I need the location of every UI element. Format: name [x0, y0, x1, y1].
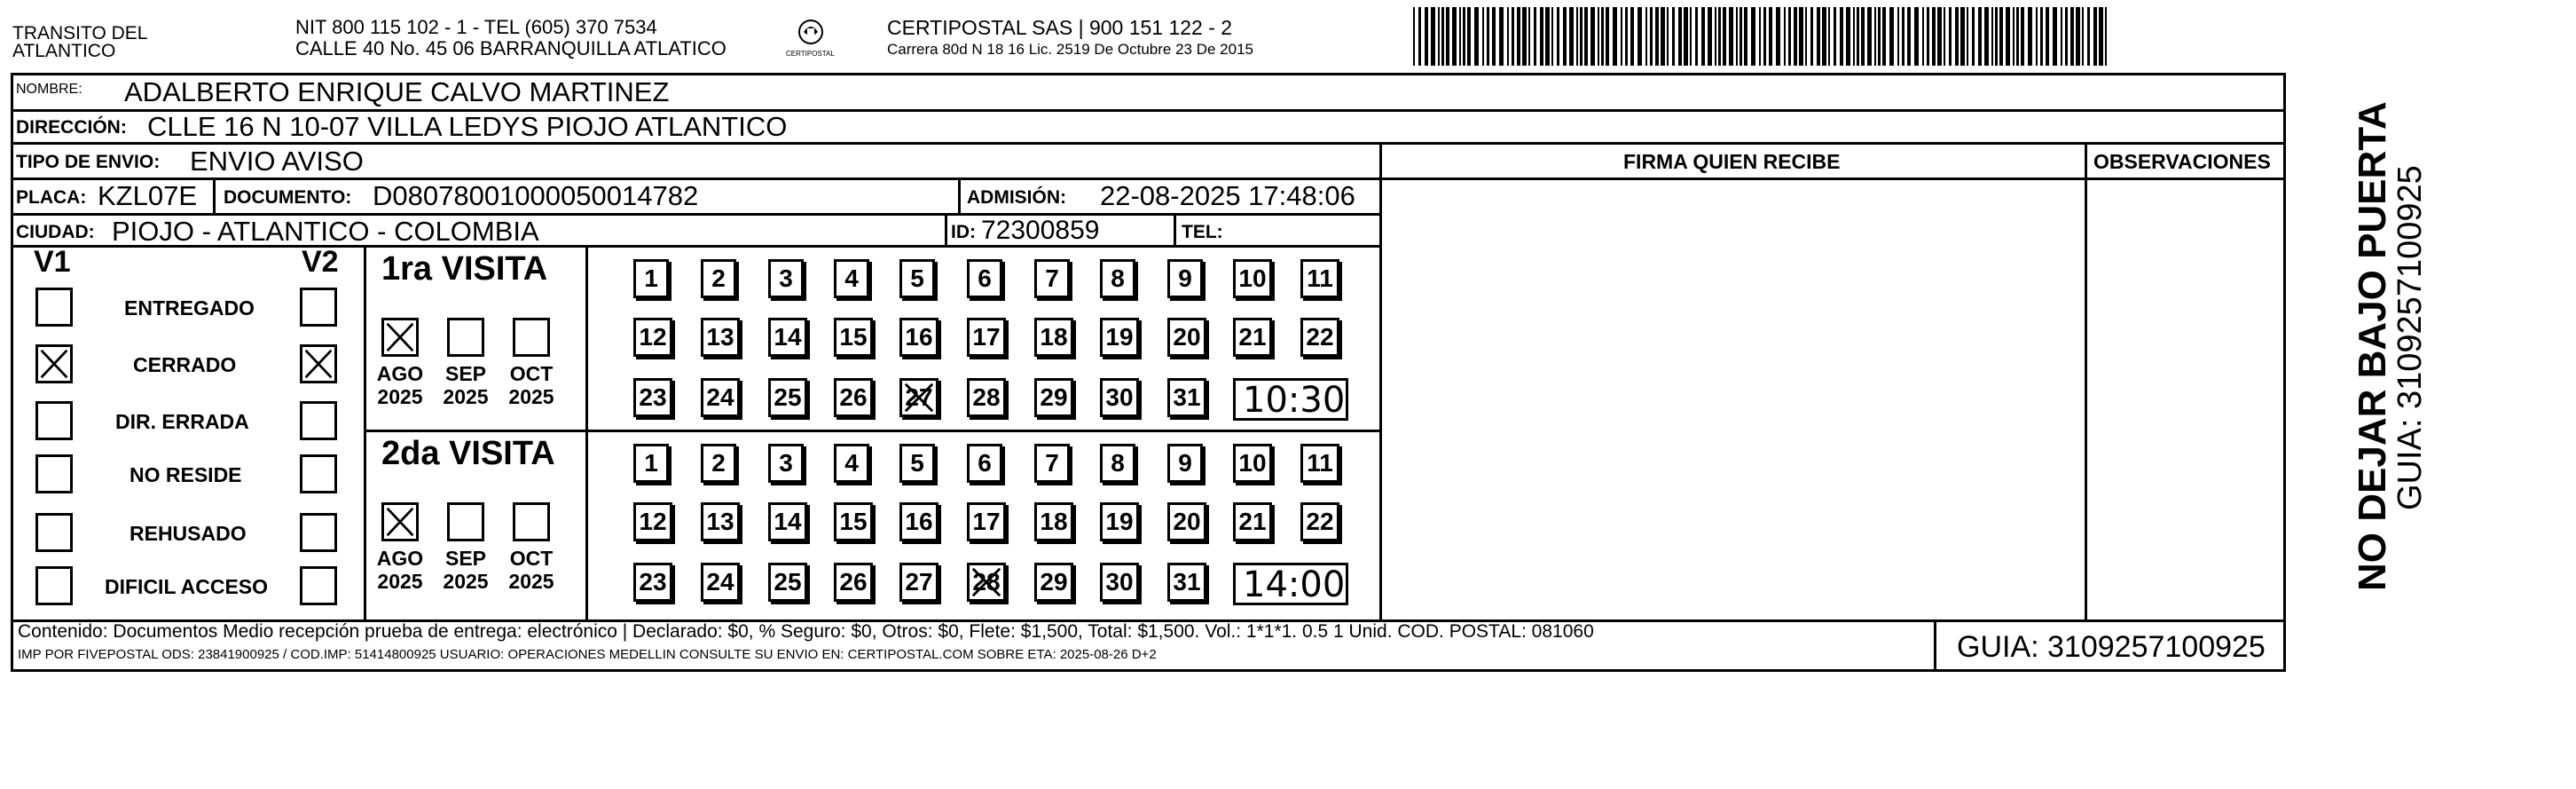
- v1-checkbox-1[interactable]: [35, 288, 73, 327]
- barcode-bar: [1563, 7, 1567, 66]
- ciudad-value: PIOJO - ATLANTICO - COLOMBIA: [112, 216, 539, 247]
- barcode-bar: [2061, 7, 2062, 66]
- status-option-label: DIFICIL ACCESO: [105, 575, 269, 598]
- barcode-bar: [1576, 7, 1578, 66]
- tipo-envio-value: ENVIO AVISO: [190, 146, 364, 177]
- v1-checkbox-4[interactable]: [35, 454, 73, 493]
- placa-label: PLACA:: [16, 187, 87, 208]
- v1-checkbox-6[interactable]: [35, 566, 73, 605]
- visit-1-day-21[interactable]: 21: [1233, 318, 1272, 357]
- barcode-bar: [1788, 7, 1791, 66]
- barcode-bar: [1545, 7, 1550, 66]
- status-option-label: NO RESIDE: [130, 463, 242, 486]
- footer-guia: GUIA: 3109257100925: [1957, 630, 2266, 664]
- barcode-bar: [1557, 7, 1559, 66]
- barcode-bar: [1840, 7, 1843, 66]
- barcode-bar: [1776, 7, 1780, 66]
- visit-1-day-25[interactable]: 25: [768, 378, 807, 417]
- barcode: [1413, 7, 2112, 66]
- status-option-label: ENTREGADO: [124, 296, 255, 320]
- barcode-bar: [1512, 7, 1514, 66]
- barcode-bar: [1932, 7, 1936, 66]
- carrier-license: Carrera 80d N 18 16 Lic. 2519 De Octubre 23 De 2015: [887, 41, 1253, 58]
- barcode-bar: [1723, 7, 1726, 66]
- certipostal-logo: [779, 16, 843, 60]
- admision-label: ADMISIÓN:: [967, 187, 1066, 208]
- barcode-bar: [2070, 7, 2074, 66]
- visit-1-month-checkbox-2[interactable]: [447, 318, 484, 357]
- visit-1-month-checkbox-3[interactable]: [513, 318, 550, 357]
- visit-1-day-2[interactable]: 2: [701, 259, 736, 298]
- visit-title-2: 2da VISITA: [381, 435, 555, 472]
- barcode-bar: [2040, 7, 2043, 66]
- barcode-bar: [1878, 7, 1881, 66]
- barcode-bar: [1645, 7, 1647, 66]
- barcode-bar: [2076, 7, 2080, 66]
- barcode-bar: [2105, 7, 2107, 66]
- visit-1-day-14[interactable]: 14: [768, 318, 807, 357]
- visit-1-day-13[interactable]: 13: [701, 318, 740, 357]
- visit-2-day-28[interactable]: 28: [967, 563, 1006, 602]
- contenido-text: Contenido: Documentos Medio recepción prueba de entrega: electrónico | Declarado: $0, % Seguro: $0, Otros: $0, Flete: $1,500, Total: $1,500. Vol.: 1*1*1. 0.5 1 Unid. COD. POSTAL: 081060: [18, 621, 1594, 642]
- visit-2-month-checkbox-3[interactable]: [513, 502, 550, 541]
- barcode-bar: [1492, 7, 1496, 66]
- barcode-bar: [1882, 7, 1886, 66]
- visit-2-day-3[interactable]: 3: [768, 444, 804, 483]
- barcode-bar: [1784, 7, 1786, 66]
- visit-2-day-17[interactable]: 17: [967, 502, 1006, 541]
- firma-label: FIRMA QUIEN RECIBE: [1623, 150, 1841, 173]
- barcode-bar: [1759, 7, 1761, 66]
- barcode-bar: [1995, 7, 1998, 66]
- status-option-label: DIR. ERRADA: [115, 410, 249, 433]
- barcode-bar: [1794, 7, 1797, 66]
- barcode-bar: [1540, 7, 1543, 66]
- v2-checkbox-3[interactable]: [300, 401, 337, 440]
- visit-2-day-2[interactable]: 2: [701, 444, 736, 483]
- barcode-bar: [1507, 7, 1509, 66]
- barcode-bar: [1817, 7, 1820, 66]
- visit-1-day-3[interactable]: 3: [768, 259, 804, 298]
- barcode-bar: [1499, 7, 1504, 66]
- visit-2-day-21[interactable]: 21: [1233, 502, 1272, 541]
- nombre-value: ADALBERTO ENRIQUE CALVO MARTINEZ: [124, 76, 670, 107]
- barcode-bar: [1984, 7, 1989, 66]
- barcode-bar: [1769, 7, 1772, 66]
- status-option-label: CERRADO: [133, 353, 237, 376]
- barcode-bar: [1534, 7, 1536, 66]
- documento-label: DOCUMENTO:: [224, 187, 352, 208]
- barcode-bar: [2087, 7, 2090, 66]
- visit-2-day-5[interactable]: 5: [899, 444, 935, 483]
- visit-month-label: OCT 2025: [508, 362, 554, 408]
- logo-text: CERTIPOSTAL: [786, 50, 835, 58]
- barcode-bar: [1590, 7, 1595, 66]
- barcode-bar: [1606, 7, 1609, 66]
- barcode-bar: [1949, 7, 1952, 66]
- barcode-bar: [1613, 7, 1617, 66]
- visit-1-day-22[interactable]: 22: [1300, 318, 1339, 357]
- barcode-bar: [1799, 7, 1803, 66]
- id-label: ID:: [951, 222, 976, 242]
- barcode-bar: [1701, 7, 1705, 66]
- barcode-bar: [1474, 7, 1479, 66]
- visit-month-label: OCT 2025: [508, 547, 554, 593]
- visit-1-day-7[interactable]: 7: [1034, 259, 1070, 298]
- barcode-bar: [1580, 7, 1583, 66]
- barcode-bar: [1630, 7, 1634, 66]
- barcode-bar: [1729, 7, 1733, 66]
- barcode-bar: [1463, 7, 1465, 66]
- barcode-bar: [2006, 7, 2010, 66]
- direccion-label: DIRECCIÓN:: [16, 117, 127, 138]
- carrier-company: CERTIPOSTAL SAS | 900 151 122 - 2: [887, 16, 1233, 39]
- side-notice: [2287, 101, 2429, 604]
- visit-1-day-15[interactable]: 15: [834, 318, 873, 357]
- v2-checkbox-6[interactable]: [300, 566, 337, 605]
- barcode-bar: [1708, 7, 1712, 66]
- v2-checkbox-1[interactable]: [300, 288, 337, 327]
- barcode-bar: [1718, 7, 1721, 66]
- visit-1-day-4[interactable]: 4: [834, 259, 869, 298]
- barcode-bar: [1822, 7, 1826, 66]
- visit-1-day-10[interactable]: 10: [1233, 259, 1272, 298]
- barcode-bar: [1684, 7, 1688, 66]
- v1-checkbox-5[interactable]: [35, 513, 73, 552]
- visit-2-day-20[interactable]: 20: [1167, 502, 1206, 541]
- barcode-bar: [2016, 7, 2019, 66]
- barcode-bar: [1867, 7, 1872, 66]
- barcode-bar: [2028, 7, 2032, 66]
- barcode-bar: [1922, 7, 1924, 66]
- visit-1-day-18[interactable]: 18: [1034, 318, 1073, 357]
- visit-2-day-31[interactable]: 31: [1167, 563, 1206, 602]
- visit-2-day-13[interactable]: 13: [701, 502, 740, 541]
- visit-2-day-12[interactable]: 12: [633, 502, 672, 541]
- visit-2-day-8[interactable]: 8: [1100, 444, 1135, 483]
- barcode-bar: [1690, 7, 1692, 66]
- sender-name-line2: ATLANTICO: [12, 41, 116, 61]
- barcode-bar: [1751, 7, 1755, 66]
- visit-1-day-29[interactable]: 29: [1034, 378, 1073, 417]
- barcode-bar: [2065, 7, 2068, 66]
- visit-1-day-6[interactable]: 6: [967, 259, 1002, 298]
- barcode-bar: [1834, 7, 1836, 66]
- visit-2-time[interactable]: 14:00: [1233, 563, 1348, 605]
- visit-2-month-checkbox-2[interactable]: [447, 502, 484, 541]
- visit-2-day-1[interactable]: 1: [633, 444, 669, 483]
- sender-name-line1: TRANSITO DEL: [12, 23, 148, 43]
- visit-month-label: AGO 2025: [376, 547, 424, 593]
- barcode-bar: [1907, 7, 1911, 66]
- barcode-bar: [1810, 7, 1813, 66]
- barcode-bar: [1452, 7, 1457, 66]
- barcode-bar: [1655, 7, 1659, 66]
- barcode-bar: [1927, 7, 1929, 66]
- barcode-bar: [1528, 7, 1530, 66]
- barcode-bar: [1805, 7, 1807, 66]
- barcode-bar: [1914, 7, 1919, 66]
- visit-1-time[interactable]: 10:30: [1233, 378, 1348, 421]
- visit-2-day-19[interactable]: 19: [1100, 502, 1139, 541]
- id-value: 72300859: [981, 216, 1100, 245]
- visit-1-day-5[interactable]: 5: [899, 259, 935, 298]
- visit-1-day-20[interactable]: 20: [1167, 318, 1206, 357]
- visit-2-day-22[interactable]: 22: [1300, 502, 1339, 541]
- visit-2-day-6[interactable]: 6: [967, 444, 1002, 483]
- visit-1-day-27[interactable]: 27: [899, 378, 939, 417]
- no-dejar-bajo-puerta: NO DEJAR BAJO PUERTA: [2351, 101, 2394, 591]
- visit-1-day-30[interactable]: 30: [1100, 378, 1139, 417]
- barcode-bar: [1740, 7, 1742, 66]
- visit-month-label: SEP 2025: [443, 362, 489, 408]
- visit-1-day-16[interactable]: 16: [899, 318, 939, 357]
- visit-2-day-18[interactable]: 18: [1034, 502, 1073, 541]
- nombre-label: NOMBRE:: [16, 82, 82, 97]
- ciudad-label: CIUDAD:: [16, 222, 95, 242]
- imp-text: IMP POR FIVEPOSTAL ODS: 23841900925 / COD.IMP: 51414800925 USUARIO: OPERACIONES MEDELLIN CONSULTE SU ENVIO EN: CERTIPOSTAL.COM SOBRE ETA: 2025-08-26 D+2: [18, 647, 1157, 662]
- barcode-bar: [1625, 7, 1628, 66]
- barcode-bar: [1846, 7, 1850, 66]
- visit-2-day-24[interactable]: 24: [701, 563, 740, 602]
- visit-title-1: 1ra VISITA: [381, 250, 548, 288]
- barcode-bar: [1431, 7, 1435, 66]
- visit-1-day-1[interactable]: 1: [633, 259, 669, 298]
- barcode-bar: [1937, 7, 1942, 66]
- visit-1-day-11[interactable]: 11: [1300, 259, 1339, 298]
- visit-2-day-30[interactable]: 30: [1100, 563, 1139, 602]
- visit-2-day-10[interactable]: 10: [1233, 444, 1272, 483]
- barcode-bar: [1446, 7, 1449, 66]
- barcode-bar: [2093, 7, 2097, 66]
- visit-1-day-24[interactable]: 24: [701, 378, 740, 417]
- status-option-label: REHUSADO: [130, 522, 247, 545]
- barcode-bar: [1960, 7, 1965, 66]
- barcode-bar: [1902, 7, 1905, 66]
- barcode-bar: [1944, 7, 1945, 66]
- v2-checkbox-2[interactable]: [300, 344, 337, 383]
- barcode-bar: [1991, 7, 1993, 66]
- visit-2-day-25[interactable]: 25: [768, 563, 807, 602]
- barcode-bar: [1598, 7, 1599, 66]
- visit-2-day-27[interactable]: 27: [899, 563, 939, 602]
- visit-2-day-16[interactable]: 16: [899, 502, 939, 541]
- barcode-bar: [2099, 7, 2103, 66]
- visit-1-day-12[interactable]: 12: [633, 318, 672, 357]
- visit-2-day-29[interactable]: 29: [1034, 563, 1073, 602]
- tel-label: TEL:: [1182, 222, 1223, 242]
- v1-checkbox-2[interactable]: [35, 344, 73, 383]
- visit-1-day-9[interactable]: 9: [1167, 259, 1203, 298]
- barcode-bar: [1967, 7, 1968, 66]
- barcode-bar: [1551, 7, 1553, 66]
- documento-value: D08078001000050014782: [373, 180, 699, 211]
- barcode-bar: [2036, 7, 2038, 66]
- direccion-value: CLLE 16 N 10-07 VILLA LEDYS PIOJO ATLANTICO: [147, 111, 788, 142]
- barcode-bar: [1482, 7, 1484, 66]
- visit-1-day-26[interactable]: 26: [834, 378, 873, 417]
- visit-2-day-15[interactable]: 15: [834, 502, 873, 541]
- barcode-bar: [1413, 7, 1415, 66]
- v1-checkbox-3[interactable]: [35, 401, 73, 440]
- visit-1-month-checkbox-1[interactable]: [381, 318, 419, 357]
- placa-value: KZL07E: [98, 180, 198, 211]
- barcode-bar: [1736, 7, 1738, 66]
- barcode-bar: [1763, 7, 1766, 66]
- visit-month-label: AGO 2025: [376, 362, 424, 408]
- barcode-bar: [2046, 7, 2049, 66]
- tipo-envio-label: TIPO DE ENVIO:: [16, 152, 161, 172]
- v1-label: V1: [34, 245, 71, 279]
- admision-value: 22-08-2025 17:48:06: [1100, 180, 1355, 211]
- visit-1-day-28[interactable]: 28: [967, 378, 1006, 417]
- barcode-bar: [1955, 7, 1959, 66]
- barcode-bar: [1441, 7, 1444, 66]
- barcode-bar: [1650, 7, 1653, 66]
- barcode-bar: [1828, 7, 1830, 66]
- visit-2-day-11[interactable]: 11: [1300, 444, 1339, 483]
- barcode-bar: [1459, 7, 1461, 66]
- visit-1-day-23[interactable]: 23: [633, 378, 672, 417]
- barcode-bar: [1569, 7, 1574, 66]
- barcode-bar: [1897, 7, 1899, 66]
- barcode-bar: [1418, 7, 1421, 66]
- visit-2-month-checkbox-1[interactable]: [381, 502, 419, 541]
- barcode-bar: [1522, 7, 1527, 66]
- barcode-bar: [1425, 7, 1428, 66]
- visit-2-day-4[interactable]: 4: [834, 444, 869, 483]
- visit-1-day-8[interactable]: 8: [1100, 259, 1135, 298]
- visit-2-day-14[interactable]: 14: [768, 502, 807, 541]
- sender-nit: NIT 800 115 102 - 1 - TEL (605) 370 7534: [295, 16, 657, 38]
- barcode-bar: [1487, 7, 1489, 66]
- barcode-bar: [1621, 7, 1622, 66]
- visit-2-day-7[interactable]: 7: [1034, 444, 1070, 483]
- sender-address: CALLE 40 No. 45 06 BARRANQUILLA ATLATICO: [295, 37, 726, 59]
- observaciones-label: OBSERVACIONES: [2093, 150, 2271, 173]
- barcode-bar: [1637, 7, 1642, 66]
- barcode-bar: [1601, 7, 1604, 66]
- barcode-bar: [1678, 7, 1682, 66]
- visit-2-day-9[interactable]: 9: [1167, 444, 1203, 483]
- barcode-bar: [1467, 7, 1471, 66]
- barcode-bar: [1667, 7, 1669, 66]
- barcode-bar: [1695, 7, 1698, 66]
- barcode-bar: [2053, 7, 2057, 66]
- barcode-bar: [1978, 7, 1982, 66]
- barcode-bar: [1672, 7, 1675, 66]
- barcode-bar: [2013, 7, 2014, 66]
- barcode-bar: [1999, 7, 2003, 66]
- barcode-bar: [1744, 7, 1747, 66]
- barcode-bar: [2082, 7, 2084, 66]
- visit-month-label: SEP 2025: [443, 547, 489, 593]
- barcode-bar: [1874, 7, 1876, 66]
- visit-1-day-19[interactable]: 19: [1100, 318, 1139, 357]
- barcode-bar: [1972, 7, 1975, 66]
- side-guia: GUIA: 3109257100925: [2391, 165, 2429, 510]
- visit-2-day-23[interactable]: 23: [633, 563, 672, 602]
- visit-2-day-26[interactable]: 26: [834, 563, 873, 602]
- barcode-bar: [1438, 7, 1440, 66]
- barcode-bar: [1584, 7, 1588, 66]
- barcode-bar: [1857, 7, 1859, 66]
- visit-1-day-17[interactable]: 17: [967, 318, 1006, 357]
- barcode-bar: [1853, 7, 1855, 66]
- v2-label: V2: [302, 245, 339, 279]
- barcode-bar: [1861, 7, 1865, 66]
- barcode-bar: [1661, 7, 1665, 66]
- barcode-bar: [1715, 7, 1716, 66]
- barcode-bar: [1517, 7, 1520, 66]
- v2-checkbox-4[interactable]: [300, 454, 337, 493]
- v2-checkbox-5[interactable]: [300, 513, 337, 552]
- barcode-bar: [1889, 7, 1894, 66]
- visit-1-day-31[interactable]: 31: [1167, 378, 1206, 417]
- barcode-bar: [2021, 7, 2024, 66]
